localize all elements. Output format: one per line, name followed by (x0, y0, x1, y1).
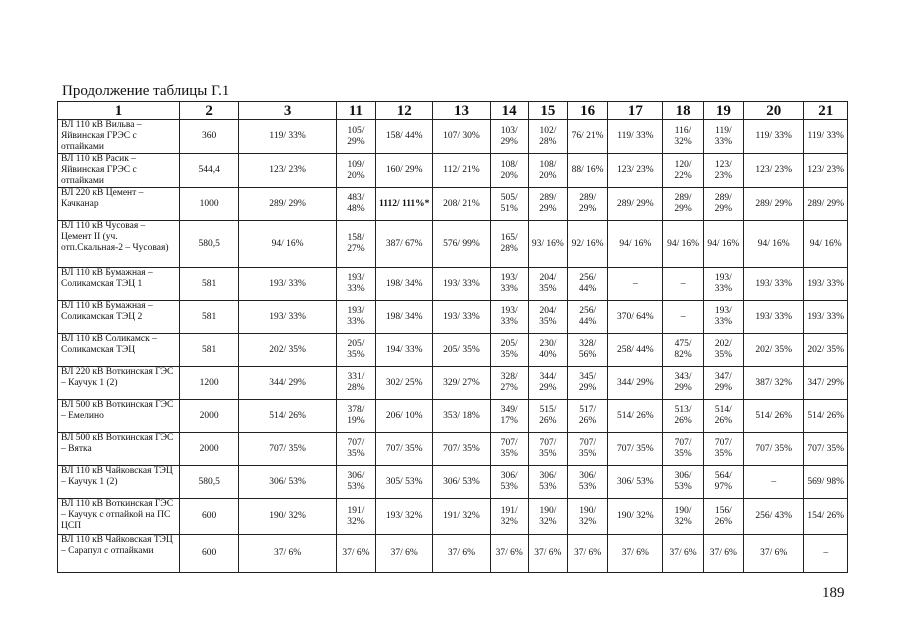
value-cell: 2000 (179, 400, 238, 433)
line-name-cell: ВЛ 110 кВ Бумажная – Соликамская ТЭЦ 2 (58, 301, 180, 334)
header-row (58, 102, 848, 120)
value-cell: 581 (179, 268, 238, 301)
value-cell: 707/ 35% (568, 433, 608, 466)
value-cell: 193/ 33% (703, 301, 743, 334)
value-cell: 202/ 35% (743, 334, 803, 367)
value-cell: 331/ 28% (336, 367, 375, 400)
value-cell: 94/ 16% (804, 221, 848, 268)
value-cell: 328/ 27% (490, 367, 528, 400)
value-cell: 37/ 6% (568, 535, 608, 573)
value-cell: 103/ 29% (490, 120, 528, 154)
value-cell: – (743, 466, 803, 499)
value-cell: 193/ 33% (239, 301, 337, 334)
value-cell: 289/ 29% (703, 188, 743, 221)
value-cell: 475/ 82% (663, 334, 703, 367)
value-cell: 37/ 6% (239, 535, 337, 573)
value-cell: 205/ 35% (490, 334, 528, 367)
column-header: 11 (336, 102, 375, 120)
value-cell: 194/ 33% (376, 334, 433, 367)
value-cell: 193/ 33% (703, 268, 743, 301)
value-cell: 198/ 34% (376, 301, 433, 334)
value-cell: 193/ 33% (804, 268, 848, 301)
value-cell: 707/ 35% (376, 433, 433, 466)
value-cell: 581 (179, 301, 238, 334)
value-cell: 707/ 35% (703, 433, 743, 466)
value-cell: 707/ 35% (804, 433, 848, 466)
value-cell: 347/ 29% (804, 367, 848, 400)
value-cell: 190/ 32% (528, 499, 567, 535)
value-cell: 204/ 35% (528, 268, 567, 301)
value-cell: 204/ 35% (528, 301, 567, 334)
value-cell: 37/ 6% (608, 535, 663, 573)
column-header: 13 (433, 102, 490, 120)
value-cell: 190/ 32% (239, 499, 337, 535)
column-header: 17 (608, 102, 663, 120)
value-cell: 258/ 44% (608, 334, 663, 367)
value-cell: 387/ 67% (376, 221, 433, 268)
value-cell: 289/ 29% (528, 188, 567, 221)
value-cell: 344/ 29% (528, 367, 567, 400)
line-name-cell: ВЛ 500 кВ Воткинская ГЭС – Вятка (58, 433, 180, 466)
line-name-cell: ВЛ 110 кВ Соликамск – Соликамская ТЭЦ (58, 334, 180, 367)
value-cell: 193/ 33% (433, 268, 490, 301)
value-cell: 306/ 53% (608, 466, 663, 499)
value-cell: 289/ 29% (608, 188, 663, 221)
line-name-cell: ВЛ 500 кВ Воткинская ГЭС – Емелино (58, 400, 180, 433)
value-cell: 206/ 10% (376, 400, 433, 433)
value-cell: 1112/ 111%* (376, 188, 433, 221)
table-row (58, 367, 848, 400)
table-row (58, 221, 848, 268)
value-cell: 514/ 26% (804, 400, 848, 433)
value-cell: 160/ 29% (376, 154, 433, 188)
value-cell: 600 (179, 499, 238, 535)
column-header: 21 (804, 102, 848, 120)
value-cell: 116/ 32% (663, 120, 703, 154)
value-cell: 707/ 35% (336, 433, 375, 466)
line-name-cell: ВЛ 110 кВ Чайковская ТЭЦ – Каучук 1 (2) (58, 466, 180, 499)
column-header: 2 (179, 102, 238, 120)
value-cell: 353/ 18% (433, 400, 490, 433)
column-header: 16 (568, 102, 608, 120)
column-header: 19 (703, 102, 743, 120)
value-cell: 378/ 19% (336, 400, 375, 433)
value-cell: 306/ 53% (490, 466, 528, 499)
value-cell: 515/ 26% (528, 400, 567, 433)
value-cell: 306/ 53% (568, 466, 608, 499)
value-cell: 94/ 16% (663, 221, 703, 268)
value-cell: 514/ 26% (703, 400, 743, 433)
table-row (58, 466, 848, 499)
value-cell: 202/ 35% (239, 334, 337, 367)
value-cell: 193/ 33% (239, 268, 337, 301)
value-cell: 205/ 35% (433, 334, 490, 367)
value-cell: 707/ 35% (528, 433, 567, 466)
table-row (58, 499, 848, 535)
value-cell: 707/ 35% (663, 433, 703, 466)
value-cell: 156/ 26% (703, 499, 743, 535)
value-cell: 191/ 32% (336, 499, 375, 535)
value-cell: 92/ 16% (568, 221, 608, 268)
value-cell: 306/ 53% (336, 466, 375, 499)
value-cell: 105/ 29% (336, 120, 375, 154)
table-caption: Продолжение таблицы Г.1 (62, 83, 230, 99)
value-cell: 581 (179, 334, 238, 367)
value-cell: 190/ 32% (608, 499, 663, 535)
value-cell: – (608, 268, 663, 301)
value-cell: 193/ 33% (336, 301, 375, 334)
value-cell: 102/ 28% (528, 120, 567, 154)
value-cell: – (804, 535, 848, 573)
table-row (58, 301, 848, 334)
value-cell: 564/ 97% (703, 466, 743, 499)
value-cell: 94/ 16% (703, 221, 743, 268)
value-cell: 328/ 56% (568, 334, 608, 367)
value-cell: 306/ 53% (433, 466, 490, 499)
value-cell: 191/ 32% (490, 499, 528, 535)
value-cell: 193/ 32% (376, 499, 433, 535)
table-row (58, 268, 848, 301)
value-cell: 205/ 35% (336, 334, 375, 367)
value-cell: 158/ 44% (376, 120, 433, 154)
value-cell: 190/ 32% (568, 499, 608, 535)
value-cell: 119/ 33% (743, 120, 803, 154)
value-cell: 360 (179, 120, 238, 154)
column-header: 20 (743, 102, 803, 120)
column-header: 14 (490, 102, 528, 120)
value-cell: 37/ 6% (663, 535, 703, 573)
value-cell: 108/ 20% (528, 154, 567, 188)
value-cell: 544,4 (179, 154, 238, 188)
line-name-cell: ВЛ 110 кВ Чусовая – Цемент II (уч. отп.Скальная-2 – Чусовая) (58, 221, 180, 268)
value-cell: 289/ 29% (568, 188, 608, 221)
value-cell: 343/ 29% (663, 367, 703, 400)
value-cell: 576/ 99% (433, 221, 490, 268)
value-cell: 94/ 16% (743, 221, 803, 268)
value-cell: 119/ 33% (608, 120, 663, 154)
value-cell: 208/ 21% (433, 188, 490, 221)
value-cell: 193/ 33% (336, 268, 375, 301)
value-cell: 154/ 26% (804, 499, 848, 535)
value-cell: 505/ 51% (490, 188, 528, 221)
value-cell: 230/ 40% (528, 334, 567, 367)
line-name-cell: ВЛ 220 кВ Цемент – Качканар (58, 188, 180, 221)
line-name-cell: ВЛ 110 кВ Вильва – Яйвинская ГРЭС с отпайками (58, 120, 180, 154)
value-cell: 347/ 29% (703, 367, 743, 400)
value-cell: 120/ 22% (663, 154, 703, 188)
page-number: 189 (822, 585, 845, 601)
value-cell: 514/ 26% (608, 400, 663, 433)
value-cell: 190/ 32% (663, 499, 703, 535)
value-cell: 112/ 21% (433, 154, 490, 188)
table-row (58, 188, 848, 221)
value-cell: 94/ 16% (239, 221, 337, 268)
column-header: 18 (663, 102, 703, 120)
table-row (58, 535, 848, 573)
column-header: 3 (239, 102, 337, 120)
value-cell: 289/ 29% (663, 188, 703, 221)
value-cell: 517/ 26% (568, 400, 608, 433)
value-cell: 93/ 16% (528, 221, 567, 268)
line-name-cell: ВЛ 110 кВ Расик – Яйвинская ГРЭС с отпайками (58, 154, 180, 188)
table-row (58, 400, 848, 433)
value-cell: 1000 (179, 188, 238, 221)
value-cell: 123/ 23% (239, 154, 337, 188)
table-body (58, 120, 848, 573)
value-cell: 256/ 44% (568, 301, 608, 334)
value-cell: 349/ 17% (490, 400, 528, 433)
value-cell: 1200 (179, 367, 238, 400)
value-cell: 37/ 6% (703, 535, 743, 573)
value-cell: 119/ 33% (239, 120, 337, 154)
value-cell: 707/ 35% (239, 433, 337, 466)
data-table (57, 101, 848, 573)
value-cell: 370/ 64% (608, 301, 663, 334)
column-header: 1 (58, 102, 180, 120)
value-cell: 305/ 53% (376, 466, 433, 499)
value-cell: 191/ 32% (433, 499, 490, 535)
value-cell: 600 (179, 535, 238, 573)
value-cell: 158/ 27% (336, 221, 375, 268)
value-cell: 707/ 35% (433, 433, 490, 466)
column-header: 15 (528, 102, 567, 120)
value-cell: 123/ 23% (703, 154, 743, 188)
value-cell: 483/ 48% (336, 188, 375, 221)
column-header: 12 (376, 102, 433, 120)
value-cell: 37/ 6% (376, 535, 433, 573)
value-cell: 580,5 (179, 221, 238, 268)
value-cell: 289/ 29% (743, 188, 803, 221)
value-cell: 202/ 35% (703, 334, 743, 367)
value-cell: 107/ 30% (433, 120, 490, 154)
value-cell: 289/ 29% (804, 188, 848, 221)
value-cell: 289/ 29% (239, 188, 337, 221)
value-cell: 345/ 29% (568, 367, 608, 400)
value-cell: 2000 (179, 433, 238, 466)
value-cell: – (663, 268, 703, 301)
value-cell: 193/ 33% (490, 301, 528, 334)
value-cell: 256/ 44% (568, 268, 608, 301)
line-name-cell: ВЛ 110 кВ Бумажная – Соликамская ТЭЦ 1 (58, 268, 180, 301)
value-cell: 707/ 35% (608, 433, 663, 466)
value-cell: 514/ 26% (239, 400, 337, 433)
value-cell: 202/ 35% (804, 334, 848, 367)
value-cell: 707/ 35% (743, 433, 803, 466)
value-cell: 123/ 23% (804, 154, 848, 188)
value-cell: – (663, 301, 703, 334)
value-cell: 37/ 6% (528, 535, 567, 573)
table-row (58, 334, 848, 367)
value-cell: 306/ 53% (528, 466, 567, 499)
value-cell: 94/ 16% (608, 221, 663, 268)
value-cell: 165/ 28% (490, 221, 528, 268)
value-cell: 193/ 33% (804, 301, 848, 334)
line-name-cell: ВЛ 110 кВ Воткинская ГЭС – Каучук с отпайкой на ПС ЦСП (58, 499, 180, 535)
table-row (58, 120, 848, 154)
value-cell: 123/ 23% (743, 154, 803, 188)
value-cell: 302/ 25% (376, 367, 433, 400)
line-name-cell: ВЛ 220 кВ Воткинская ГЭС – Каучук 1 (2) (58, 367, 180, 400)
value-cell: 119/ 33% (804, 120, 848, 154)
value-cell: 37/ 6% (490, 535, 528, 573)
table-row (58, 433, 848, 466)
table-row (58, 154, 848, 188)
value-cell: 513/ 26% (663, 400, 703, 433)
value-cell: 123/ 23% (608, 154, 663, 188)
value-cell: 344/ 29% (608, 367, 663, 400)
value-cell: 329/ 27% (433, 367, 490, 400)
value-cell: 707/ 35% (490, 433, 528, 466)
value-cell: 569/ 98% (804, 466, 848, 499)
value-cell: 119/ 33% (703, 120, 743, 154)
value-cell: 193/ 33% (433, 301, 490, 334)
value-cell: 198/ 34% (376, 268, 433, 301)
value-cell: 193/ 33% (490, 268, 528, 301)
value-cell: 109/ 20% (336, 154, 375, 188)
value-cell: 193/ 33% (743, 268, 803, 301)
line-name-cell: ВЛ 110 кВ Чайковская ТЭЦ – Сарапул с отпайками (58, 535, 180, 573)
value-cell: 193/ 33% (743, 301, 803, 334)
value-cell: 37/ 6% (433, 535, 490, 573)
value-cell: 37/ 6% (336, 535, 375, 573)
value-cell: 108/ 20% (490, 154, 528, 188)
value-cell: 514/ 26% (743, 400, 803, 433)
value-cell: 306/ 53% (663, 466, 703, 499)
value-cell: 387/ 32% (743, 367, 803, 400)
value-cell: 88/ 16% (568, 154, 608, 188)
value-cell: 306/ 53% (239, 466, 337, 499)
value-cell: 76/ 21% (568, 120, 608, 154)
value-cell: 37/ 6% (743, 535, 803, 573)
value-cell: 580,5 (179, 466, 238, 499)
value-cell: 256/ 43% (743, 499, 803, 535)
value-cell: 344/ 29% (239, 367, 337, 400)
